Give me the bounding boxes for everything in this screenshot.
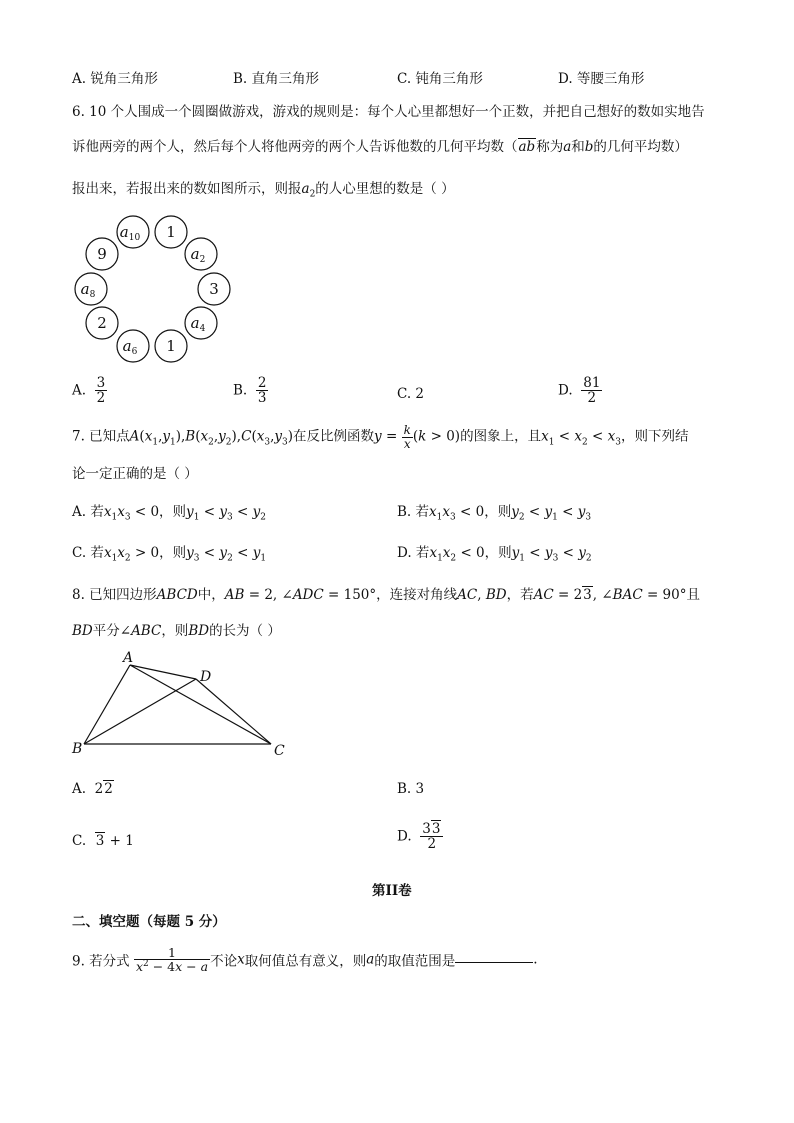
label-D: D: [200, 669, 212, 685]
q5-option-a: A. 锐角三角形: [72, 71, 158, 87]
q6-option-d: D. $\frac{81}{2}$: [558, 375, 601, 407]
q7-option-b: B. 若$x_1x_3 < 0$，则$y_2 < y_1 < y_3$: [397, 504, 592, 523]
q9-answer-blank[interactable]: [455, 950, 533, 963]
q7-option-d: D. 若$x_1x_2 < 0$，则$y_1 < y_3 < y_2$: [397, 545, 592, 564]
q7-line1: 7. 已知点$A(x_1,y_1),B(x_2,y_2),C(x_3,y_3)$在反比例函数y = $\frac{k}{x}$ (k > 0)的图象上，且$x_1 < x_2 < x_3$，则下列结: [72, 423, 689, 451]
q9-line: 9. 若分式 $\frac{1}{x^2 - 4x - a}$ 不论x取何值总有意义，则a的取值范围是 .: [72, 945, 538, 975]
circle-a6: $a_6$: [122, 337, 138, 357]
q6-option-b: B. $\frac{2}{3}$: [233, 375, 267, 407]
q8-option-b: B. 3: [397, 781, 425, 797]
section-title: 第II卷: [372, 883, 412, 899]
circle-3: 3: [209, 280, 219, 298]
q6-line2: 诉他两旁的两个人，然后每个人将他两旁的两个人告诉他数的几何平均数（ab称为a和b的几何平均数）: [72, 139, 688, 155]
section-heading: 二、填空题（每题 5 分）: [72, 914, 226, 930]
q6-option-c: C. 2: [397, 386, 425, 402]
q7-line2: 论一定正确的是（ ）: [72, 466, 198, 482]
q6-circle-figure: [70, 212, 240, 368]
circle-a10: $a_{10}$: [119, 223, 141, 243]
q7-option-c: C. 若$x_1x_2 > 0$，则$y_3 < y_2 < y_1$: [72, 545, 267, 564]
circle-a2: $a_2$: [190, 245, 206, 265]
q8-line1: 8. 已知四边形ABCD中，AB = 2, ∠ADC = 150°，连接对角线AC, BD，若AC = 23, ∠BAC = 90°且: [72, 587, 700, 603]
circle-2: 2: [97, 314, 107, 332]
circle-1-top: 1: [166, 223, 176, 241]
q8-option-a: A. 22: [72, 781, 113, 797]
q6-option-a: A. $\frac{3}{2}$: [72, 375, 106, 407]
circle-1-bottom: 1: [166, 337, 176, 355]
q8-quadrilateral-figure: [66, 645, 296, 763]
label-C: C: [274, 743, 285, 759]
circle-a4: $a_4$: [190, 314, 206, 334]
label-B: B: [72, 741, 83, 757]
q5-option-c: C. 钝角三角形: [397, 71, 483, 87]
q7-option-a: A. 若$x_1x_3 < 0$，则$y_1 < y_3 < y_2$: [72, 504, 266, 523]
circle-9: 9: [97, 245, 107, 263]
q8-option-d: D. $\frac{33}{2}$: [397, 822, 443, 851]
label-A: A: [123, 650, 134, 666]
q6-line3: 报出来，若报出来的数如图所示，则报$a_2$的人心里想的数是（ ）: [72, 181, 455, 200]
circle-a8: $a_8$: [80, 280, 96, 300]
q8-line2: BD平分∠ABC，则BD的长为（ ）: [72, 623, 281, 639]
q5-option-b: B. 直角三角形: [233, 71, 320, 87]
q5-option-d: D. 等腰三角形: [558, 71, 645, 87]
q8-option-c: C. 3 + 1: [72, 833, 134, 849]
q6-line1: 6. 10 个人围成一个圆圈做游戏，游戏的规则是：每个人心里都想好一个正数，并把自己想好的数如实地告: [72, 104, 705, 120]
